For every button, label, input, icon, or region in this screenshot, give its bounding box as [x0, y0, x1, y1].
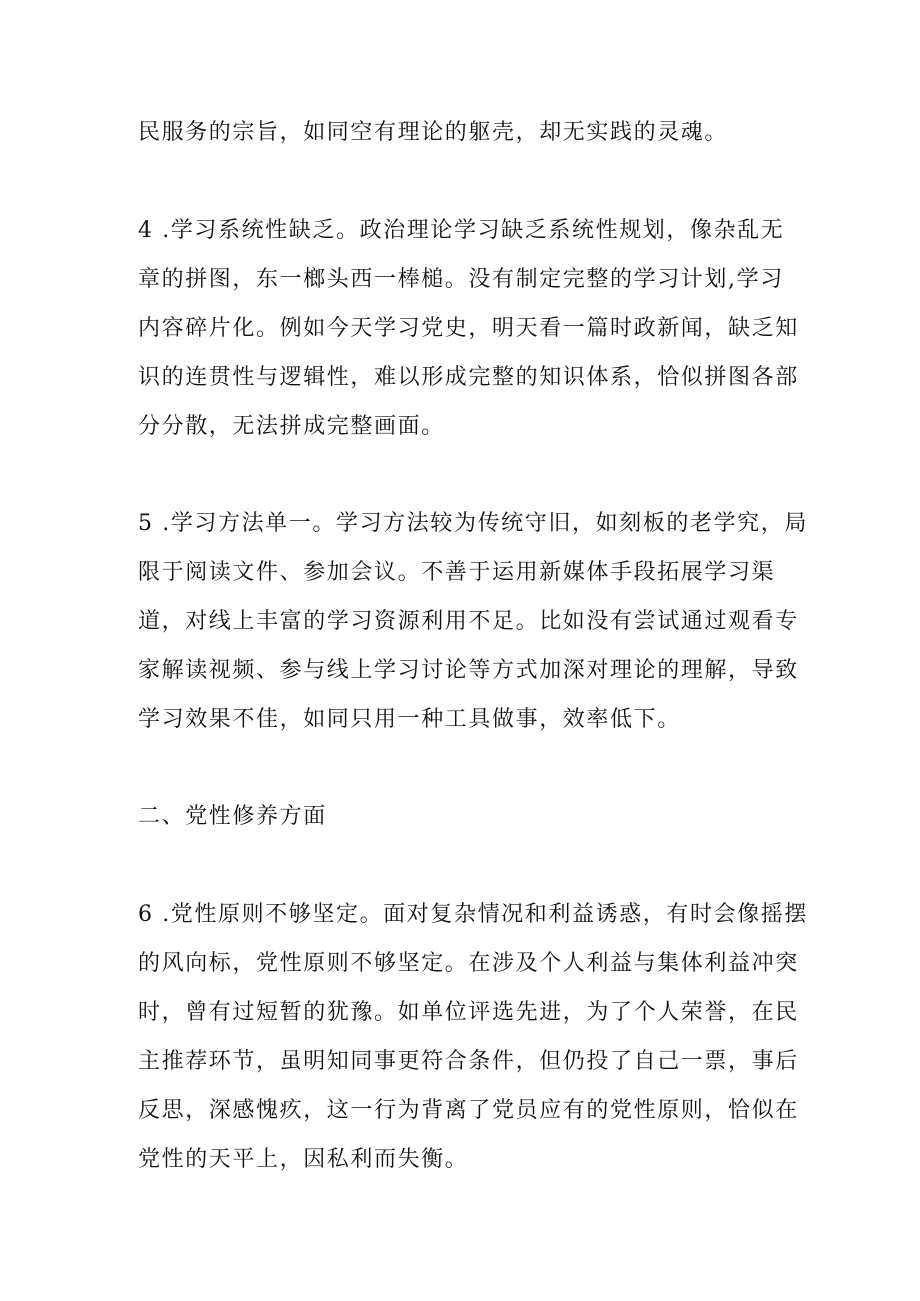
- paragraph-2-line-0: 5 .学习方法单一。学习方法较为传统守旧，如刻板的老学究，局: [138, 511, 808, 536]
- paragraph-1-line-1: 章的拼图，东一榔头西一棒槌。没有制定完整的学习计划,学习: [138, 267, 784, 292]
- paragraph-4-line-0: 6 .党性原则不够坚定。面对复杂情况和利益诱惑，有时会像摇摆: [138, 902, 808, 927]
- paragraph-4-line-4: 反思，深感愧疚，这一行为背离了党员应有的党性原则，恰似在: [138, 1098, 799, 1123]
- paragraph-4-line-2: 时，曾有过短暂的犹豫。如单位评选先进，为了个人荣誉，在民: [138, 1000, 799, 1025]
- paragraph-1-line-0: 4 .学习系统性缺乏。政治理论学习缺乏系统性规划，像杂乱无: [138, 218, 785, 243]
- paragraph-2-line-2: 道，对线上丰富的学习资源利用不足。比如没有尝试通过观看专: [138, 609, 799, 634]
- paragraph-2-line-3: 家解读视频、参与线上学习讨论等方式加深对理论的理解，导致: [138, 658, 799, 683]
- paragraph-0-line-0: 民服务的宗旨，如同空有理论的躯壳，却无实践的灵魂。: [138, 120, 729, 145]
- paragraph-4-line-1: 的风向标，党性原则不够坚定。在涉及个人利益与集体利益冲突: [138, 951, 799, 976]
- paragraph-1-line-4: 分分散，无法拼成完整画面。: [138, 414, 445, 439]
- paragraph-2-line-4: 学习效果不佳，如同只用一种工具做事，效率低下。: [138, 707, 681, 732]
- section-heading: 二、党性修养方面: [138, 804, 327, 829]
- paragraph-1-line-2: 内容碎片化。例如今天学习党史，明天看一篇时政新闻，缺乏知: [138, 316, 799, 341]
- paragraph-4-line-3: 主推荐环节，虽明知同事更符合条件，但仍投了自己一票，事后: [138, 1049, 799, 1074]
- paragraph-1-line-3: 识的连贯性与逻辑性，难以形成完整的知识体系，恰似拼图各部: [138, 365, 799, 390]
- paragraph-2-line-1: 限于阅读文件、参加会议。不善于运用新媒体手段拓展学习渠: [138, 560, 776, 585]
- paragraph-4-line-5: 党性的天平上，因私利而失衡。: [138, 1147, 469, 1172]
